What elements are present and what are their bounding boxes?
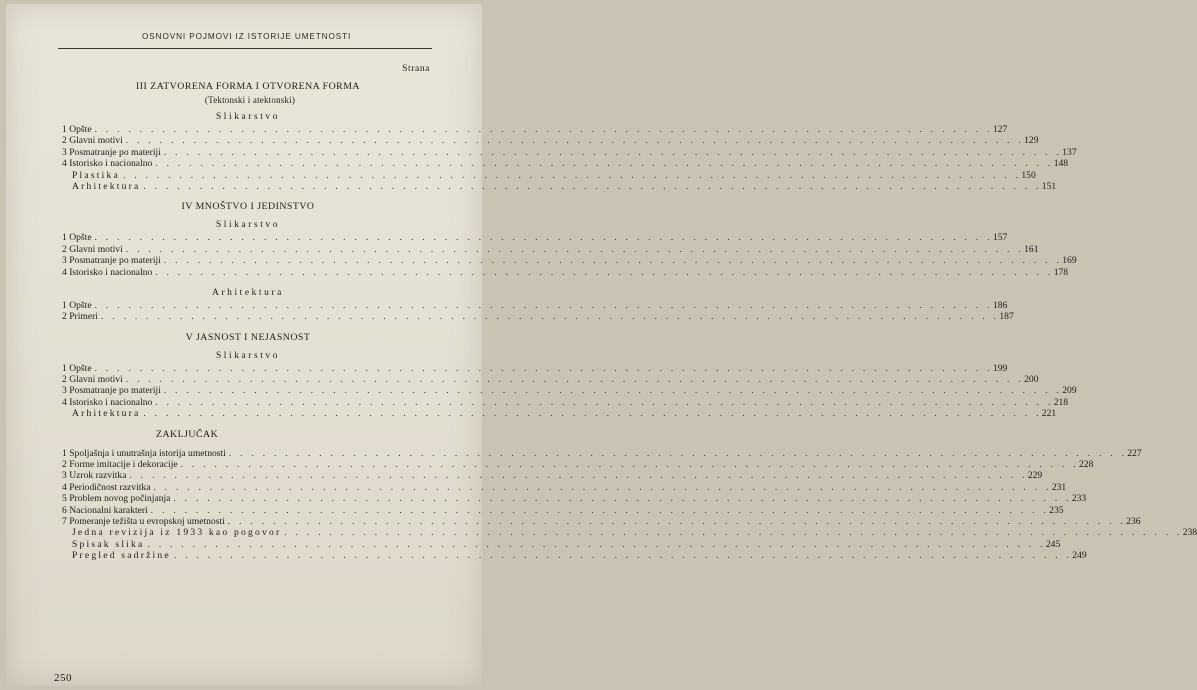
entry-title: 1 Opšte xyxy=(62,124,92,135)
toc-entry xyxy=(62,169,1036,181)
toc-entry xyxy=(62,396,1069,408)
entry-title: 4 Istorisko i nacionalno xyxy=(62,396,153,408)
toc-entry xyxy=(62,362,1008,374)
entry-page-number: 127 xyxy=(992,124,1008,135)
toc-entry xyxy=(62,266,1069,278)
dot-leader: . . . . . . . . . . . . . . . . . . . . . . . . . . . . . . . . . . . . . . . . . . . . . . . . . . . . . . . . . . . . . . . . . . . . . . . . . . . . . . . . xyxy=(94,124,993,134)
section-heading: Slikarstvo xyxy=(215,350,281,361)
entry-title: 7 Pomeranje težišta u evropskoj umetnosti xyxy=(62,515,225,527)
entry-page-number: 200 xyxy=(1024,374,1039,386)
dot-leader: . . . . . . . . . . . . . . . . . . . . . . . . . . . . . . . . . . . . . . . . . . . . . . . . . . . . . . . . . . . . . . . . . . . . . . . . . . . . . . . . xyxy=(163,385,1063,396)
entry-page-number: 169 xyxy=(1062,255,1077,267)
dot-leader: . . . . . . . . . . . . . . . . . . . . . . . . . . . . . . . . . . . . . . . . . . . . . . . . . . . . . . . . . . . . . . . . . . . . . . . . . . . . . . . . xyxy=(180,459,1079,470)
toc-entry xyxy=(62,255,1077,267)
entry-title: 1 Opšte xyxy=(62,299,92,311)
entry-title: 2 Glavni motivi xyxy=(62,374,123,386)
entry-title: 3 Posmatranje po materiji xyxy=(62,385,161,397)
toc-entry xyxy=(62,146,1077,158)
chapter-spacer xyxy=(62,192,434,200)
entry-page-number: 178 xyxy=(1053,266,1069,278)
entry-title: 2 Glavni motivi xyxy=(62,243,123,255)
section-heading: Arhitektura xyxy=(212,287,284,298)
entry-title: 1 Spoljašnja i unutrašnja istorija umetnosti xyxy=(62,447,226,459)
chapter-title: ZAKLJUČAK xyxy=(156,428,219,440)
entry-page-number: 249 xyxy=(1072,550,1087,562)
entry-title: 4 Istorisko i nacionalno xyxy=(62,266,153,278)
page-column-label: Strana xyxy=(402,64,430,74)
dot-leader: . . . . . . . . . . . . . . . . . . . . . . . . . . . . . . . . . . . . . . . . . . . . . . . . . . . . . . . . . . . . . . . . . . . . . . . . . . . . . . . . xyxy=(163,146,1063,157)
entry-title: 2 Forme imitacije i dekoracije xyxy=(62,459,178,471)
chapter-subtitle: (Tektonski i atektonski) xyxy=(204,95,296,105)
entry-title: 5 Problem novog počinjanja xyxy=(62,493,171,505)
toc-entry xyxy=(62,550,1087,562)
toc-entry xyxy=(62,504,1064,516)
dot-leader: . . . . . . . . . . . . . . . . . . . . . . . . . . . . . . . . . . . . . . . . . . . . . . . . . . . . . . . . . . . . . . . . . . . . . . . . . . . . . . . . xyxy=(155,266,1054,277)
book-page xyxy=(6,4,1197,686)
entry-page-number: 186 xyxy=(992,299,1008,311)
entry-title: 2 Glavni motivi xyxy=(62,135,123,147)
toc-entry xyxy=(62,481,1067,493)
dot-leader: . . . . . . . . . . . . . . . . . . . . . . . . . . . . . . . . . . . . . . . . . . . . . . . . . . . . . . . . . . . . . . . . . . . . . . . . . . . . . . . . xyxy=(143,180,1042,191)
entry-page-number: 157 xyxy=(992,232,1008,244)
entry-page-number: 231 xyxy=(1051,481,1067,493)
entry-page-number: 236 xyxy=(1126,515,1141,527)
toc-entry xyxy=(62,385,1077,397)
entry-page-number: 228 xyxy=(1078,459,1094,471)
dot-leader: . . . . . . . . . . . . . . . . . . . . . . . . . . . . . . . . . . . . . . . . . . . . . . . . . . . . . . . . . . . . . . . . . . . . . . . . . . . . . . . . xyxy=(100,311,1000,322)
toc-entry xyxy=(62,180,1057,192)
entry-title: 3 Uzrok razvitka xyxy=(62,470,127,482)
entry-title: 4 Periodičnost razvitka xyxy=(62,481,151,493)
entry-title: 6 Nacionalni karakteri xyxy=(62,504,148,516)
entry-title: Jedna revizija iz 1933 kao pogovor xyxy=(72,527,282,539)
entry-title: Arhitektura xyxy=(72,180,141,192)
entry-page-number: 161 xyxy=(1024,243,1039,255)
entry-title: Arhitektura xyxy=(72,408,141,420)
chapter-title: V JASNOST I NEJASNOST xyxy=(185,331,311,343)
toc-entry xyxy=(62,243,1039,255)
toc-entry xyxy=(62,515,1141,527)
toc-entry xyxy=(62,470,1043,482)
chapter-spacer xyxy=(62,420,434,428)
page-number: 250 xyxy=(54,672,72,684)
dot-leader: . . . . . . . . . . . . . . . . . . . . . . . . . . . . . . . . . . . . . . . . . . . . . . . . . . . . . . . . . . . . . . . . . . . . . . . . . . . . . . . . xyxy=(129,470,1028,481)
running-head: OSNOVNI POJMOVI IZ ISTORIJE UMETNOSTI xyxy=(142,32,352,41)
dot-leader: . . . . . . . . . . . . . . . . . . . . . . . . . . . . . . . . . . . . . . . . . . . . . . . . . . . . . . . . . . . . . . . . . . . . . . . . . . . . . . . . xyxy=(94,362,993,373)
dot-leader: . . . . . . . . . . . . . . . . . . . . . . . . . . . . . . . . . . . . . . . . . . . . . . . . . . . . . . . . . . . . . . . . . . . . . . . . . . . . . . . . xyxy=(284,527,1183,538)
toc-entry xyxy=(62,447,1142,459)
entry-page-number: 233 xyxy=(1071,493,1087,505)
table-of-contents xyxy=(62,80,1197,562)
toc-entry xyxy=(62,299,1008,311)
header-rule xyxy=(58,48,432,49)
entry-page-number: 245 xyxy=(1045,538,1061,550)
dot-leader: . . . . . . . . . . . . . . . . . . . . . . . . . . . . . . . . . . . . . . . . . . . . . . . . . . . . . . . . . . . . . . . . . . . . . . . . . . . . . . . . xyxy=(173,550,1073,561)
dot-leader: . . . . . . . . . . . . . . . . . . . . . . . . . . . . . . . . . . . . . . . . . . . . . . . . . . . . . . . . . . . . . . . . . . . . . . . . . . . . . . . . xyxy=(150,504,1050,515)
entry-page-number: 187 xyxy=(999,311,1014,323)
dot-leader: . . . . . . . . . . . . . . . . . . . . . . . . . . . . . . . . . . . . . . . . . . . . . . . . . . . . . . . . . . . . . . . . . . . . . . . . . . . . . . . . xyxy=(125,135,1025,146)
entry-title: 4 Istorisko i nacionalno xyxy=(62,158,153,170)
entry-title: 3 Posmatranje po materiji xyxy=(62,255,161,267)
entry-page-number: 150 xyxy=(1021,169,1036,181)
entry-page-number: 218 xyxy=(1053,396,1069,408)
entry-title: Plastika xyxy=(72,169,120,181)
entry-page-number: 229 xyxy=(1027,470,1043,482)
entry-page-number: 221 xyxy=(1041,408,1057,420)
entry-title: Pregled sadržine xyxy=(72,550,171,562)
entry-page-number: 137 xyxy=(1062,146,1077,158)
dot-leader: . . . . . . . . . . . . . . . . . . . . . . . . . . . . . . . . . . . . . . . . . . . . . . . . . . . . . . . . . . . . . . . . . . . . . . . . . . . . . . . . xyxy=(153,481,1052,492)
entry-page-number: 129 xyxy=(1024,135,1039,147)
dot-leader: . . . . . . . . . . . . . . . . . . . . . . . . . . . . . . . . . . . . . . . . . . . . . . . . . . . . . . . . . . . . . . . . . . . . . . . . . . . . . . . . xyxy=(125,374,1025,385)
dot-leader: . . . . . . . . . . . . . . . . . . . . . . . . . . . . . . . . . . . . . . . . . . . . . . . . . . . . . . . . . . . . . . . . . . . . . . . . . . . . . . . . xyxy=(94,299,993,310)
dot-leader: . . . . . . . . . . . . . . . . . . . . . . . . . . . . . . . . . . . . . . . . . . . . . . . . . . . . . . . . . . . . . . . . . . . . . . . . . . . . . . . . xyxy=(173,493,1072,504)
dot-leader: . . . . . . . . . . . . . . . . . . . . . . . . . . . . . . . . . . . . . . . . . . . . . . . . . . . . . . . . . . . . . . . . . . . . . . . . . . . . . . . . xyxy=(122,169,1022,180)
toc-entry xyxy=(62,311,1014,323)
toc-entry xyxy=(62,408,1057,420)
toc-entry xyxy=(62,493,1087,505)
chapter-spacer xyxy=(62,323,434,331)
entry-page-number: 148 xyxy=(1053,158,1069,170)
entry-title: Spisak slika xyxy=(72,538,145,550)
toc-entry xyxy=(62,124,1008,135)
entry-title: 3 Posmatranje po materiji xyxy=(62,146,161,158)
dot-leader: . . . . . . . . . . . . . . . . . . . . . . . . . . . . . . . . . . . . . . . . . . . . . . . . . . . . . . . . . . . . . . . . . . . . . . . . . . . . . . . . xyxy=(163,255,1063,266)
toc-entry xyxy=(62,538,1061,550)
toc-entry xyxy=(62,374,1039,386)
section-heading: Slikarstvo xyxy=(215,112,281,122)
entry-page-number: 151 xyxy=(1041,180,1057,192)
entry-title: 1 Opšte xyxy=(62,232,92,244)
dot-leader: . . . . . . . . . . . . . . . . . . . . . . . . . . . . . . . . . . . . . . . . . . . . . . . . . . . . . . . . . . . . . . . . . . . . . . . . . . . . . . . . xyxy=(228,447,1128,458)
toc-entry xyxy=(62,158,1069,170)
chapter-title: IV MNOŠTVO I JEDINSTVO xyxy=(181,201,315,213)
toc-entry xyxy=(62,232,1008,244)
chapter-title: III ZATVORENA FORMA I OTVORENA FORMA xyxy=(135,81,361,92)
entry-page-number: 209 xyxy=(1062,385,1077,397)
dot-leader: . . . . . . . . . . . . . . . . . . . . . . . . . . . . . . . . . . . . . . . . . . . . . . . . . . . . . . . . . . . . . . . . . . . . . . . . . . . . . . . . xyxy=(125,243,1025,254)
toc-entry xyxy=(62,527,1197,539)
toc-entry xyxy=(62,135,1039,147)
entry-page-number: 238 xyxy=(1182,527,1197,539)
entry-title: 2 Primeri xyxy=(62,311,98,323)
dot-leader: . . . . . . . . . . . . . . . . . . . . . . . . . . . . . . . . . . . . . . . . . . . . . . . . . . . . . . . . . . . . . . . . . . . . . . . . . . . . . . . . xyxy=(147,538,1046,549)
dot-leader: . . . . . . . . . . . . . . . . . . . . . . . . . . . . . . . . . . . . . . . . . . . . . . . . . . . . . . . . . . . . . . . . . . . . . . . . . . . . . . . . xyxy=(143,408,1042,419)
dot-leader: . . . . . . . . . . . . . . . . . . . . . . . . . . . . . . . . . . . . . . . . . . . . . . . . . . . . . . . . . . . . . . . . . . . . . . . . . . . . . . . . xyxy=(94,232,993,243)
entry-page-number: 227 xyxy=(1127,447,1142,459)
entry-page-number: 199 xyxy=(992,362,1008,374)
entry-page-number: 235 xyxy=(1049,504,1064,516)
entry-title: 1 Opšte xyxy=(62,362,92,374)
dot-leader: . . . . . . . . . . . . . . . . . . . . . . . . . . . . . . . . . . . . . . . . . . . . . . . . . . . . . . . . . . . . . . . . . . . . . . . . . . . . . . . . xyxy=(227,515,1127,526)
toc-entry xyxy=(62,459,1094,471)
section-heading: Slikarstvo xyxy=(215,220,281,231)
dot-leader: . . . . . . . . . . . . . . . . . . . . . . . . . . . . . . . . . . . . . . . . . . . . . . . . . . . . . . . . . . . . . . . . . . . . . . . . . . . . . . . . xyxy=(155,158,1054,169)
dot-leader: . . . . . . . . . . . . . . . . . . . . . . . . . . . . . . . . . . . . . . . . . . . . . . . . . . . . . . . . . . . . . . . . . . . . . . . . . . . . . . . . xyxy=(155,396,1054,407)
